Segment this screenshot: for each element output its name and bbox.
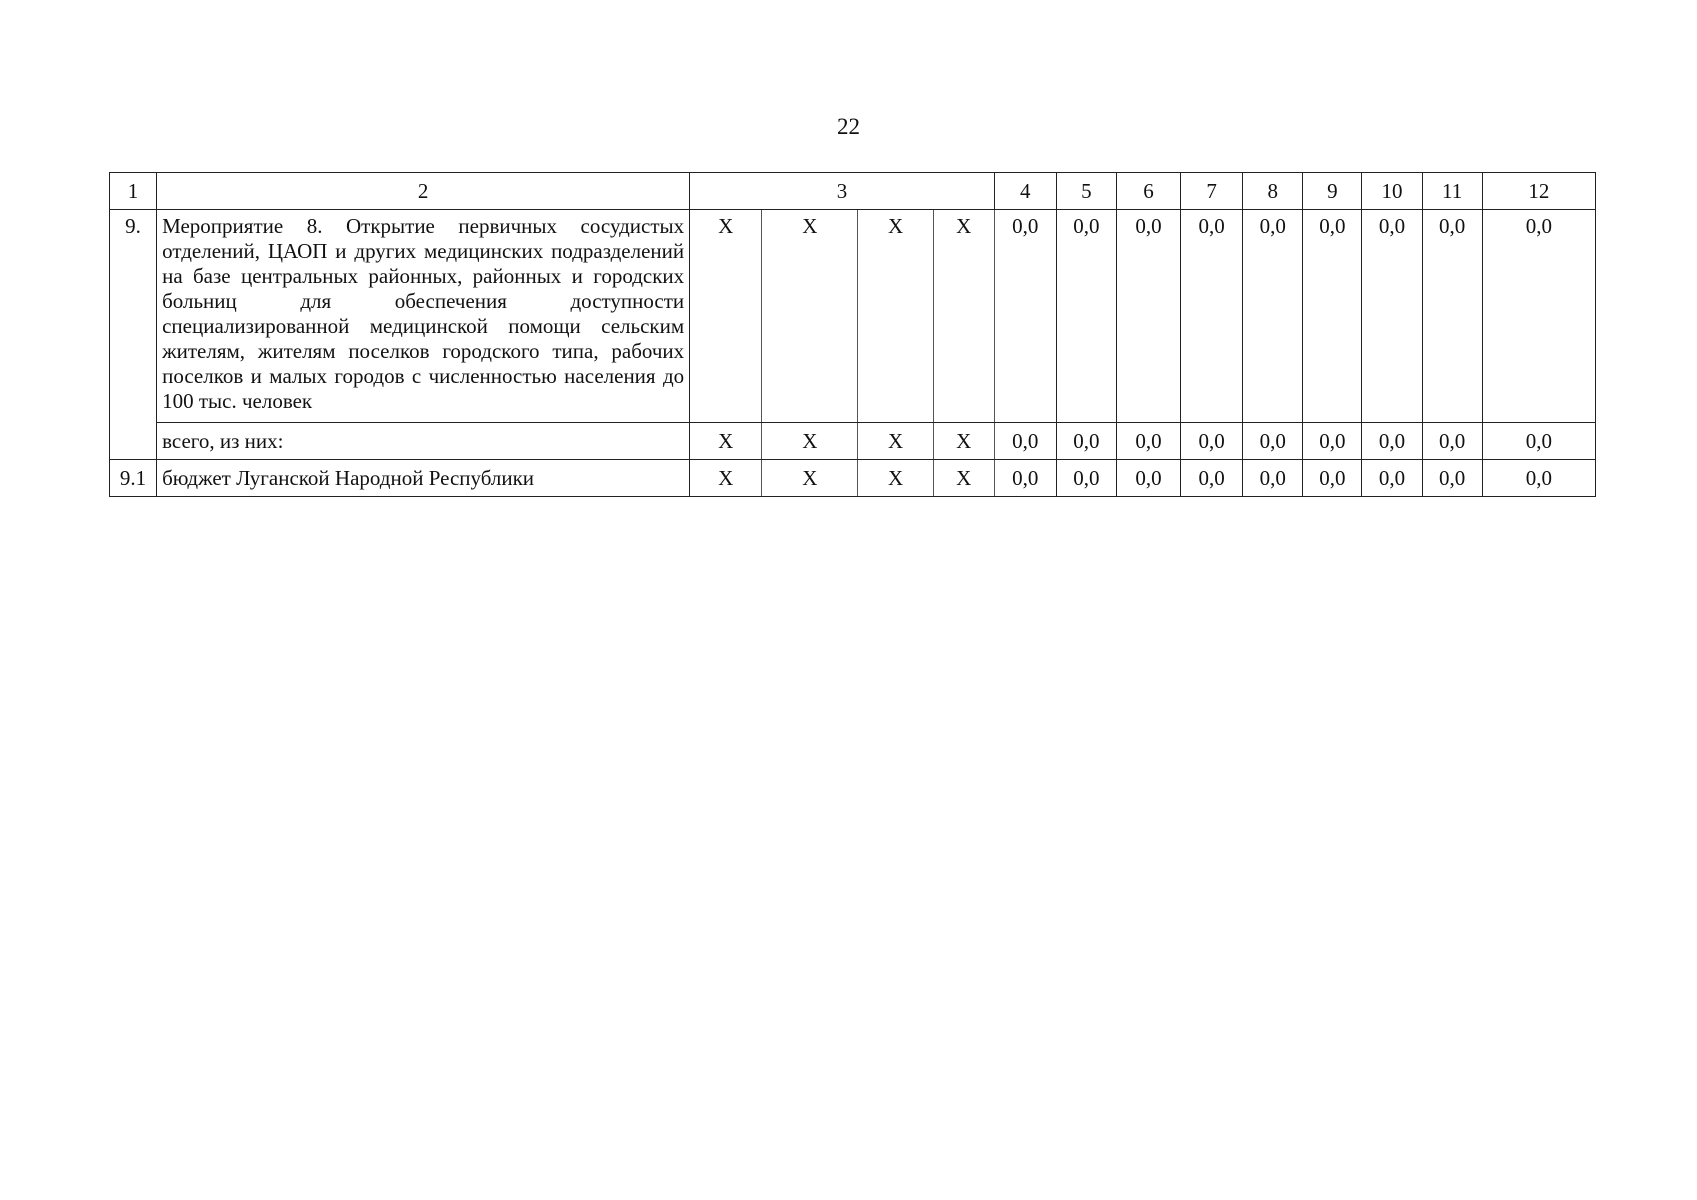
header-cell-8: 8 [1243,173,1303,210]
value-cell: 0,0 [1482,210,1595,423]
value-cell: 0,0 [1116,210,1180,423]
value-cell: 0,0 [1243,210,1303,423]
mark-cell: X [858,210,933,423]
table-header-row [110,173,1596,210]
value-cell: 0,0 [1422,423,1482,460]
value-cell: 0,0 [1303,210,1362,423]
value-cell: 0,0 [1181,210,1243,423]
header-cell-12: 12 [1482,173,1595,210]
mark-cell: X [690,210,762,423]
value-cell: 0,0 [1243,423,1303,460]
header-cell-2: 2 [157,173,690,210]
value-cell: 0,0 [1243,460,1303,497]
value-cell: 0,0 [1056,210,1116,423]
value-cell: 0,0 [1303,423,1362,460]
value-cell: 0,0 [1303,460,1362,497]
mark-cell: X [858,460,933,497]
mark-cell: X [762,210,858,423]
row-description: Мероприятие 8. Открытие первичных сосудистых отделений, ЦАОП и других медицинских подразделений на базе центральных районных, районных и городских больниц для обеспечения доступности специализированной медицинской помощи сельским жителям, жителям поселков городского типа, рабочих поселков и малых городов с численностью населения до 100 тыс. человек [157,210,690,423]
mark-cell: X [933,423,994,460]
value-cell: 0,0 [1482,460,1595,497]
row-number: 9. [110,210,157,460]
value-cell: 0,0 [994,460,1056,497]
header-cell-7: 7 [1181,173,1243,210]
mark-cell: X [762,423,858,460]
row-description: бюджет Луганской Народной Республики [157,460,690,497]
table-row [110,210,1596,423]
value-cell: 0,0 [1181,460,1243,497]
value-cell: 0,0 [1116,460,1180,497]
header-cell-5: 5 [1056,173,1116,210]
header-cell-6: 6 [1116,173,1180,210]
value-cell: 0,0 [1422,460,1482,497]
header-cell-4: 4 [994,173,1056,210]
value-cell: 0,0 [994,423,1056,460]
value-cell: 0,0 [1116,423,1180,460]
table-row [110,423,1596,460]
header-cell-11: 11 [1422,173,1482,210]
page-number: 22 [837,114,860,139]
mark-cell: X [690,460,762,497]
value-cell: 0,0 [1362,423,1422,460]
row-number: 9.1 [110,460,157,497]
value-cell: 0,0 [1056,460,1116,497]
row-description: всего, из них: [157,423,690,460]
mark-cell: X [933,210,994,423]
mark-cell: X [690,423,762,460]
mark-cell: X [858,423,933,460]
financing-table [109,172,1596,497]
header-cell-1: 1 [110,173,157,210]
value-cell: 0,0 [1362,460,1422,497]
value-cell: 0,0 [1422,210,1482,423]
header-cell-3: 3 [690,173,995,210]
value-cell: 0,0 [1056,423,1116,460]
header-cell-9: 9 [1303,173,1362,210]
mark-cell: X [762,460,858,497]
value-cell: 0,0 [994,210,1056,423]
value-cell: 0,0 [1181,423,1243,460]
header-cell-10: 10 [1362,173,1422,210]
value-cell: 0,0 [1482,423,1595,460]
mark-cell: X [933,460,994,497]
value-cell: 0,0 [1362,210,1422,423]
table-row [110,460,1596,497]
